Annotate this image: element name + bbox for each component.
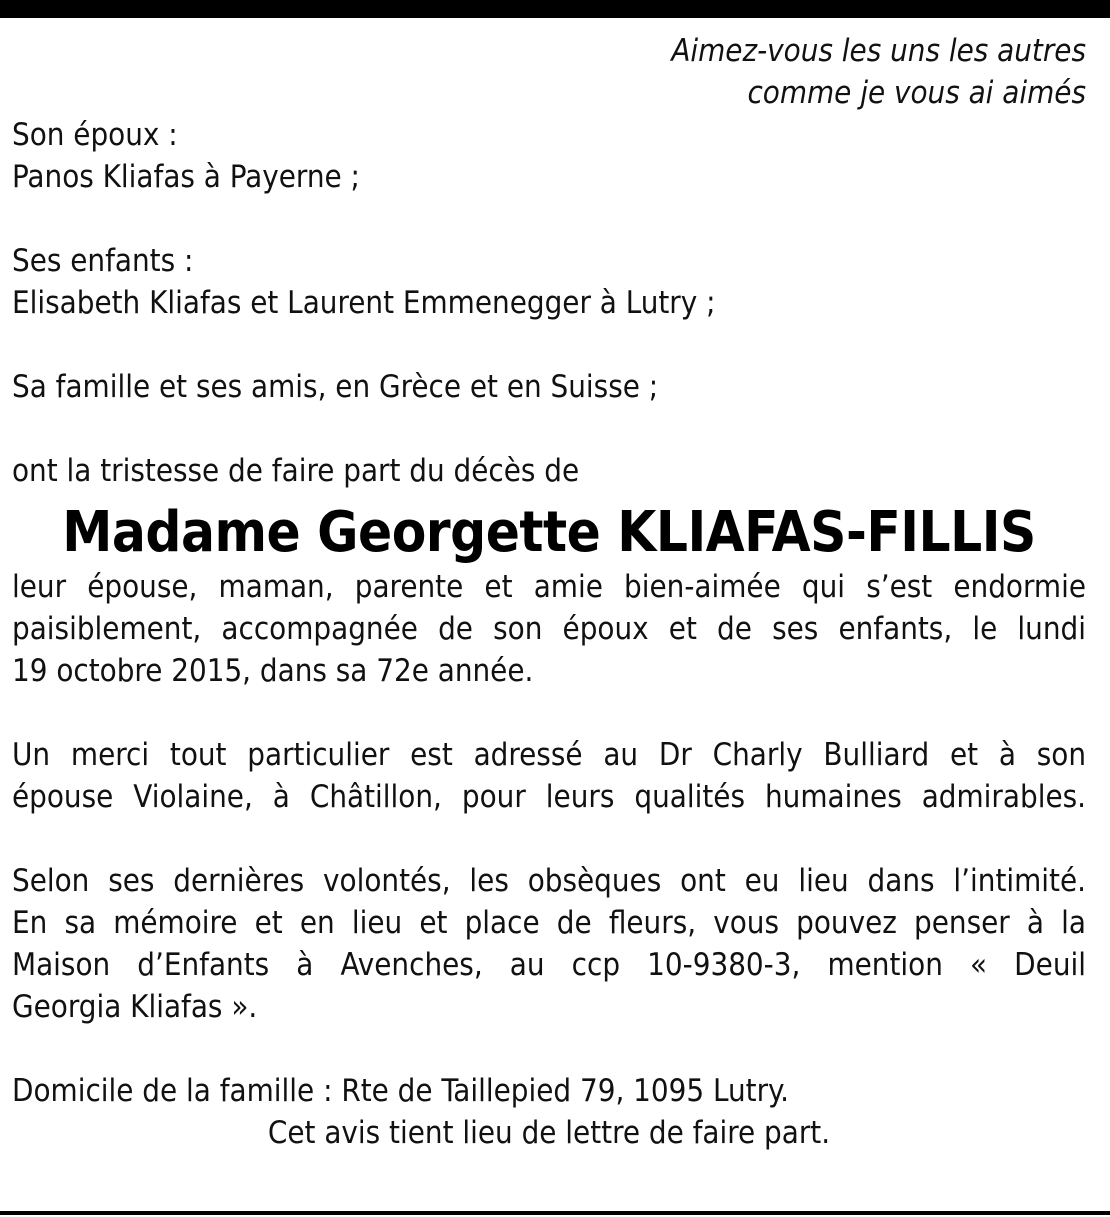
closing-line: Cet avis tient lieu de lettre de faire part. — [267, 1115, 831, 1151]
spacer — [12, 198, 1086, 240]
children-section — [12, 240, 1086, 324]
quote-line: Aimez-vous les uns les autres — [671, 33, 1086, 69]
spacer — [12, 818, 1086, 860]
quote-line: comme je vous ai aimés — [747, 75, 1086, 111]
spouse-label: Son époux : — [12, 117, 178, 153]
children-label: Ses enfants : — [12, 243, 194, 279]
children-names: Elisabeth Kliafas et Laurent Emmenegger à Lutry ; — [12, 285, 716, 321]
deceased-name: Madame Georgette KLIAFAS-FILLIS — [62, 500, 1036, 565]
paragraph-line: Selon ses dernières volontés, les obsèques ont eu lieu dans l’intimité. — [12, 863, 1086, 899]
paragraph-line: Maison d’Enfants à Avenches, au ccp 10-9380-3, mention « Deuil — [12, 947, 1086, 983]
paragraph-line: 19 octobre 2015, dans sa 72e année. — [12, 653, 534, 689]
bottom-border-rule — [0, 1211, 1110, 1215]
paragraph-line: paisiblement, accompagnée de son époux et de ses enfants, le lundi — [12, 611, 1086, 647]
family-line: Sa famille et ses amis, en Grèce et en Suisse ; — [12, 369, 659, 405]
spacer — [12, 692, 1086, 734]
paragraph-line: Un merci tout particulier est adressé au Dr Charly Bulliard et à son — [12, 737, 1086, 773]
wishes-paragraph — [12, 860, 1086, 1028]
spouse-section — [12, 114, 1086, 198]
thanks-paragraph — [12, 734, 1086, 818]
paragraph-line: En sa mémoire et en lieu et place de fleurs, vous pouvez penser à la — [12, 905, 1086, 941]
paragraph-line: épouse Violaine, à Châtillon, pour leurs qualités humaines admirables. — [12, 779, 1086, 815]
spouse-name: Panos Kliafas à Payerne ; — [12, 159, 360, 195]
top-border-rule — [0, 0, 1110, 18]
paragraph-line: leur épouse, maman, parente et amie bien-aimée qui s’est endormie — [12, 569, 1086, 605]
spacer — [12, 324, 1086, 366]
domicile-line: Domicile de la famille : Rte de Taillepied 79, 1095 Lutry. — [12, 1073, 789, 1109]
spacer — [12, 408, 1086, 450]
epigraph-quote — [12, 30, 1086, 114]
paragraph-line: Georgia Kliafas ». — [12, 989, 258, 1025]
obituary-notice — [12, 30, 1086, 1154]
spacer — [12, 1028, 1086, 1070]
description-paragraph — [12, 566, 1086, 692]
announcement-line: ont la tristesse de faire part du décès de — [12, 453, 580, 489]
